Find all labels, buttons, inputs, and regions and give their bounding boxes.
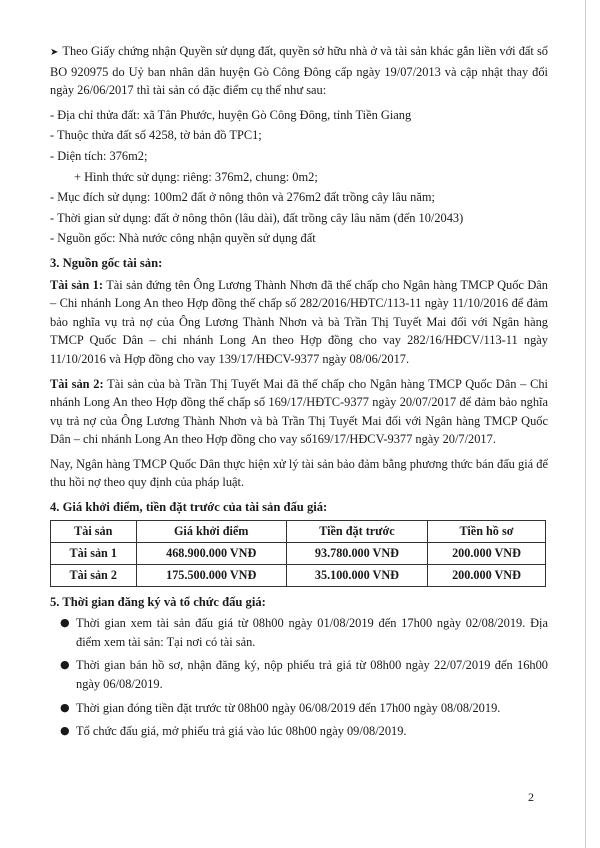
list-item: [60, 614, 548, 651]
list-item: [60, 722, 548, 741]
col-starting-price: Giá khởi điểm: [136, 520, 286, 542]
cell-asset: Tài sản 1: [51, 542, 137, 564]
document-body: [50, 42, 548, 746]
asset2-label: Tài sản 2:: [50, 376, 104, 391]
cell-asset: Tài sản 2: [51, 564, 137, 586]
property-parcel: - Thuộc thửa đất số 4258, tờ bản đồ TPC1;: [50, 128, 262, 143]
col-file-fee: Tiền hồ sơ: [427, 520, 545, 542]
schedule-viewing: Thời gian xem tài sản đấu giá từ 08h00 ngày 01/08/2019 đến 17h00 ngày 02/08/2019. Địa điểm xem tài sản: Tại nơi có tài sản.: [76, 616, 548, 649]
property-purpose: - Mục đích sử dụng: 100m2 đất ở nông thôn và 276m2 đất trồng cây lâu năm;: [50, 190, 435, 205]
asset1-text: Tài sản đứng tên Ông Lương Thành Nhơn đã thế chấp cho Ngân hàng TMCP Quốc Dân – Chi nhánh Long An theo Hợp đồng thế chấp số 282/2016/HĐTC/113-11 ngày 11/10/2016 để đảm bảo nghĩa vụ trả nợ của Ông Lương Thành Nhơn và bà Trần Thị Tuyết Mai đối với Ngân hàng TMCP Quốc Dân – chi nhánh Long An theo Hợp đồng cho vay 282/16/HĐCV/113-11 ngày 11/10/2016 và Hợp đồng cho vay 139/17/HĐCV-9377 ngày 08/06/2017.: [50, 277, 548, 366]
schedule-registration: Thời gian bán hồ sơ, nhận đăng ký, nộp phiếu trả giá từ 08h00 ngày 22/07/2019 đến 16h00 ngày 06/08/2019.: [76, 658, 548, 692]
col-asset: Tài sản: [51, 520, 137, 542]
bullet-icon: ●: [60, 616, 70, 630]
cell-deposit: 93.780.000 VNĐ: [286, 542, 427, 564]
asset2-paragraph: [50, 375, 548, 449]
cell-file-fee: 200.000 VNĐ: [427, 542, 545, 564]
list-item: [60, 699, 548, 718]
schedule-deposit: Thời gian đóng tiền đặt trước từ 08h00 ngày 06/08/2019 đến 17h00 ngày 08/08/2019.: [76, 700, 501, 715]
bullet-icon: ●: [60, 658, 70, 672]
intro-text: Theo Giấy chứng nhận Quyền sử dụng đất, quyền sở hữu nhà ở và tài sản khác gắn liền với đất số BO 920975 do Uỷ ban nhân dân huyện Gò Công Đông cấp ngày 19/07/2013 và cập nhật thay đổi ngày 26/06/2017 thì tài sản có đặc điểm cụ thể như sau:: [50, 44, 548, 98]
property-area: - Diện tích: 376m2;: [50, 148, 148, 163]
section4-heading: 4. Giá khởi điểm, tiền đặt trước của tài sản đấu giá:: [50, 500, 328, 515]
bullet-icon: ●: [60, 700, 70, 714]
asset1-paragraph: [50, 276, 548, 369]
asset2-text: Tài sản của bà Trần Thị Tuyết Mai đã thế chấp cho Ngân hàng TMCP Quốc Dân – Chi nhánh Long An theo Hợp đồng thế chấp số 169/17/HĐTC-9377 ngày 20/07/2017 để đảm bảo nghĩa vụ trả nợ của Ông Lương Thành Nhơn và bà Trần Thị Tuyết Mai đối với Ngân hàng TMCP Quốc Dân – chi nhánh Long An theo Hợp đồng cho vay số169/17/HĐCV-9377 ngày 20/7/2017.: [50, 376, 549, 447]
col-deposit: Tiền đặt trước: [286, 520, 427, 542]
property-usage-form: + Hình thức sử dụng: riêng: 376m2, chung: 0m2;: [74, 169, 318, 184]
pricing-table: [50, 520, 546, 587]
table-header-row: [51, 520, 546, 542]
schedule-list: [50, 614, 548, 741]
page-number: 2: [528, 790, 534, 804]
list-item: [60, 656, 548, 693]
cell-file-fee: 200.000 VNĐ: [427, 564, 545, 586]
section5-heading: 5. Thời gian đăng ký và tổ chức đấu giá:: [50, 594, 266, 609]
cell-deposit: 35.100.000 VNĐ: [286, 564, 427, 586]
bullet-icon: ●: [60, 724, 70, 738]
property-address: - Địa chỉ thửa đất: xã Tân Phước, huyện Gò Công Đông, tỉnh Tiền Giang: [50, 107, 412, 122]
intro-paragraph: [50, 42, 548, 100]
cell-starting-price: 468.900.000 VNĐ: [136, 542, 286, 564]
closing-paragraph: Nay, Ngân hàng TMCP Quốc Dân thực hiện xử lý tài sản bảo đảm bằng phương thức bán đấu giá để thu hồi nợ theo quy định của pháp luật.: [50, 456, 548, 490]
property-duration: - Thời gian sử dụng: đất ở nông thôn (lâu dài), đất trồng cây lâu năm (đến 10/2043): [50, 210, 464, 225]
property-origin: - Nguồn gốc: Nhà nước công nhận quyền sử dụng đất: [50, 231, 316, 246]
table-row: [51, 564, 546, 586]
section3-heading: 3. Nguồn gốc tài sản:: [50, 255, 163, 270]
cell-starting-price: 175.500.000 VNĐ: [136, 564, 286, 586]
table-row: [51, 542, 546, 564]
schedule-auction: Tổ chức đấu giá, mở phiếu trả giá vào lúc 08h00 ngày 09/08/2019.: [76, 724, 407, 739]
asset1-label: Tài sản 1:: [50, 277, 103, 292]
scan-edge-line: [585, 0, 586, 848]
arrow-bullet-icon: ➤: [50, 47, 59, 58]
